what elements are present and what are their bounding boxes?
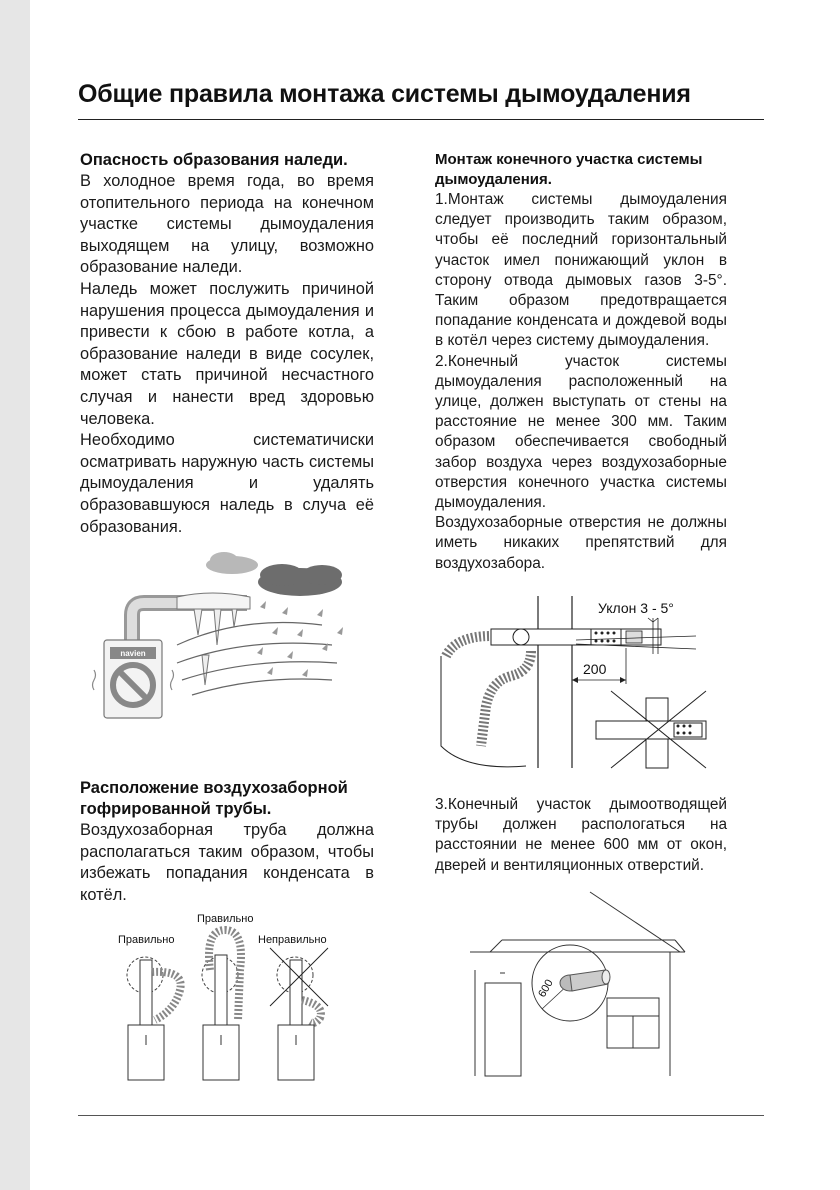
terminal-section	[435, 150, 727, 574]
distance-600-label: 600	[536, 977, 556, 1000]
label-incorrect: Неправильно	[258, 934, 327, 946]
terminal-paragraph-3: Воздухозаборные отверстия не должны иметь никаких препятствий для воздухозабора.	[435, 514, 727, 572]
page-side-strip	[0, 0, 30, 1190]
intake-hose-section	[80, 778, 374, 906]
label-correct-2: Правильно	[197, 913, 254, 925]
intake-heading: Расположение воздухозаборной гофрированной трубы.	[80, 779, 348, 818]
footer-divider	[78, 1115, 764, 1116]
boiler-brand-label: navien	[120, 649, 146, 658]
intake-option-correct-2	[202, 930, 241, 1080]
page-title: Общие правила монтажа системы дымоудаления	[78, 80, 691, 108]
title-divider	[78, 119, 764, 120]
ice-hazard-paragraph-3: Необходимо систематичиски осматривать наружную часть системы дымоудаления и удалять образовавшуюся наледь в случа её образования.	[80, 431, 374, 536]
distance-paragraph-1: 3.Конечный участок дымоотводящей трубы должен распологаться на расстоянии не менее 600 мм от окон, дверей и вентиляционных отверстий.	[435, 796, 727, 874]
intake-option-incorrect	[270, 948, 328, 1080]
terminal-heading: Монтаж конечного участка системы дымоудаления.	[435, 151, 703, 188]
distance-200-label: 200	[583, 661, 607, 677]
intake-option-correct-1	[127, 957, 181, 1080]
ice-hazard-heading: Опасность образования наледи.	[80, 151, 348, 169]
distance-section	[435, 795, 727, 876]
ice-hazard-paragraph-2: Наледь может послужить причиной нарушения процесса дымоудаления и привести к сбою в работе котла, а образование наледи в виде сосулек, может стать причиной несчастного случая и нанести вред здоровью человека.	[80, 279, 374, 428]
ice-hazard-paragraph-1: В холодное время года, во время отопительного периода на конечном участке системы дымоудаления выходящем на улицу, возможно образование наледи.	[80, 172, 374, 277]
house-distance-illustration	[470, 888, 730, 1078]
terminal-paragraph-1: 1.Монтаж системы дымоудаления следует производить таким образом, чтобы её последний горизонтальный участок имел понижающий уклон в сторону отвода дымовых газов 3-5°. Таким образом предотвращается попадание конденсата и дождевой воды в котёл через систему дымоудаления.	[435, 191, 727, 350]
terminal-paragraph-2: 2.Конечный участок системы дымоудаления расположенный на улице, должен выступать от стены на расстояние не менее 300 мм. Таким образом обеспечивается свободный забор воздуха через воздухозаборные отверстия конечного участка системы дымоудаления.	[435, 352, 727, 512]
slope-label: Уклон 3 - 5°	[598, 600, 674, 616]
intake-paragraph-1: Воздухозаборная труба должна располагаться таким образом, чтобы избежать попадания конденсата в котёл.	[80, 821, 374, 904]
terminal-slope-diagram	[436, 596, 736, 774]
ice-hazard-section	[80, 150, 374, 538]
ice-hazard-illustration	[82, 545, 372, 730]
label-correct-1: Правильно	[118, 934, 175, 946]
intake-hose-diagram	[100, 910, 350, 1085]
